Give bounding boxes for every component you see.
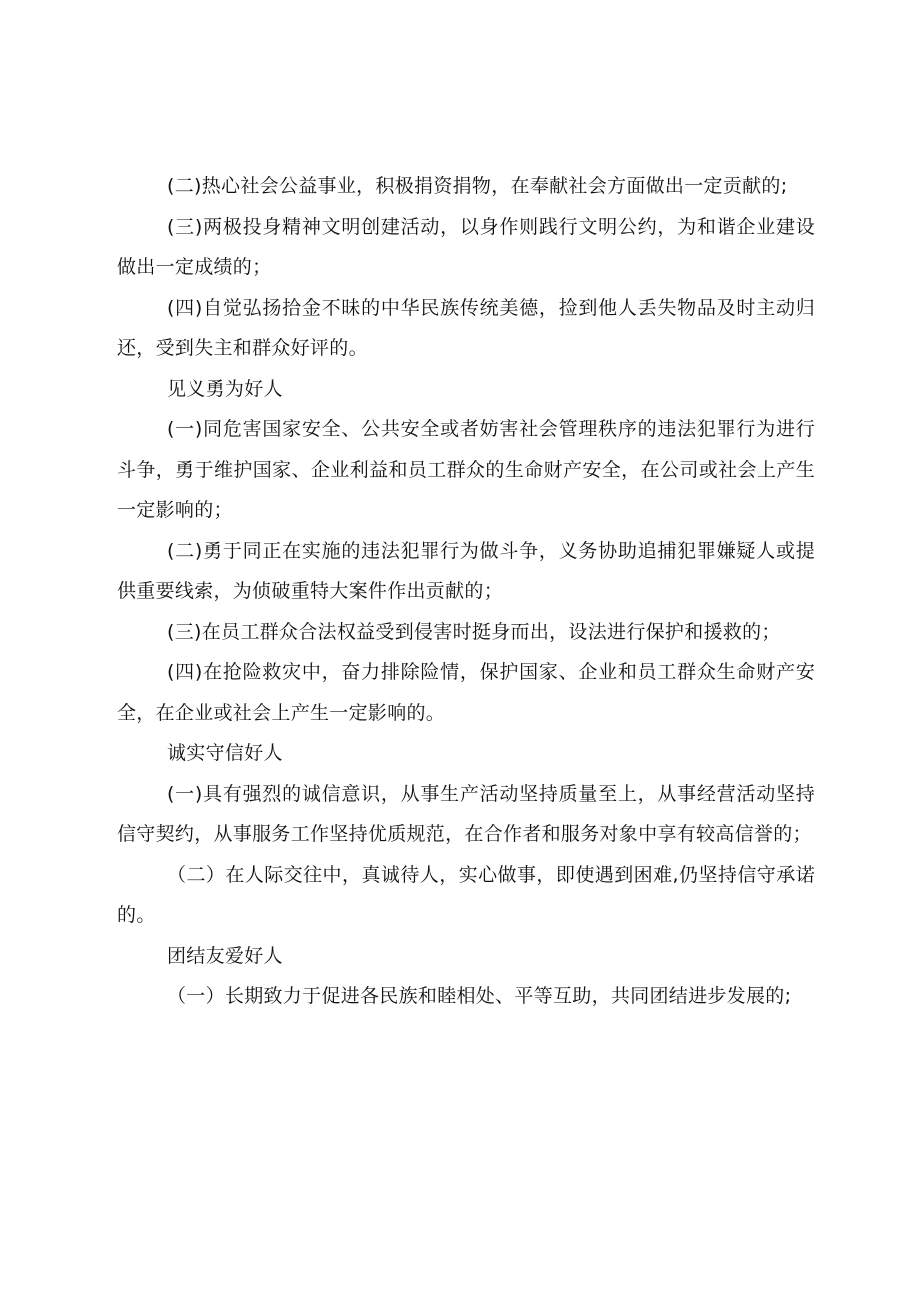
paragraph-protect-rights: (三)在员工群众合法权益受到侵害时挺身而出，设法进行保护和援救的； [167, 620, 781, 643]
paragraph-return-lost-items: (四)自觉弘扬拾金不昧的中华民族传统美德，捡到他人丢失物品及时主动归还，受到失主和群众好评的。 [117, 296, 815, 359]
paragraph-assist-arrest: (二)勇于同正在实施的违法犯罪行为做斗争，义务协助追捕犯罪嫌疑人或提供重要线索，为侦破重特大案件作出贡献的； [117, 539, 815, 602]
section-heading-integrity: 诚实守信好人 [167, 742, 283, 764]
section-heading-bravery: 见义勇为好人 [167, 377, 283, 400]
paragraph-fight-crime: (一)同危害国家安全、公共安全或者妨害社会管理秩序的违法犯罪行为进行斗争，勇于维护国家、企业利益和员工群众的生命财产安全，在公司或社会上产生一定影响的； [117, 418, 815, 521]
paragraph-civilization: (三)两极投身精神文明创建活动，以身作则践行文明公约，为和谐企业建设做出一定成绩的； [117, 215, 815, 278]
paragraph-keep-promises: （二）在人际交往中，真诚待人，实心做事，即使遇到困难,仍坚持信守承诺的。 [117, 863, 815, 926]
paragraph-disaster-relief: (四)在抢险救灾中，奋力排除险情，保护国家、企业和员工群众生命财产安全，在企业或社会上产生一定影响的。 [117, 661, 815, 724]
paragraph-public-welfare: (二)热心社会公益事业，积极捐资捐物，在奉献社会方面做出一定贡献的; [167, 175, 788, 197]
document-body [117, 166, 815, 1017]
paragraph-ethnic-unity: （一）长期致力于促进各民族和睦相处、平等互助，共同团结进步发展的; [167, 985, 792, 1007]
paragraph-integrity-awareness: (一)具有强烈的诚信意识，从事生产活动坚持质量至上，从事经营活动坚持信守契约，从事服务工作坚持优质规范，在合作者和服务对象中享有较高信誉的； [117, 782, 815, 845]
section-heading-unity: 团结友爱好人 [167, 944, 283, 967]
